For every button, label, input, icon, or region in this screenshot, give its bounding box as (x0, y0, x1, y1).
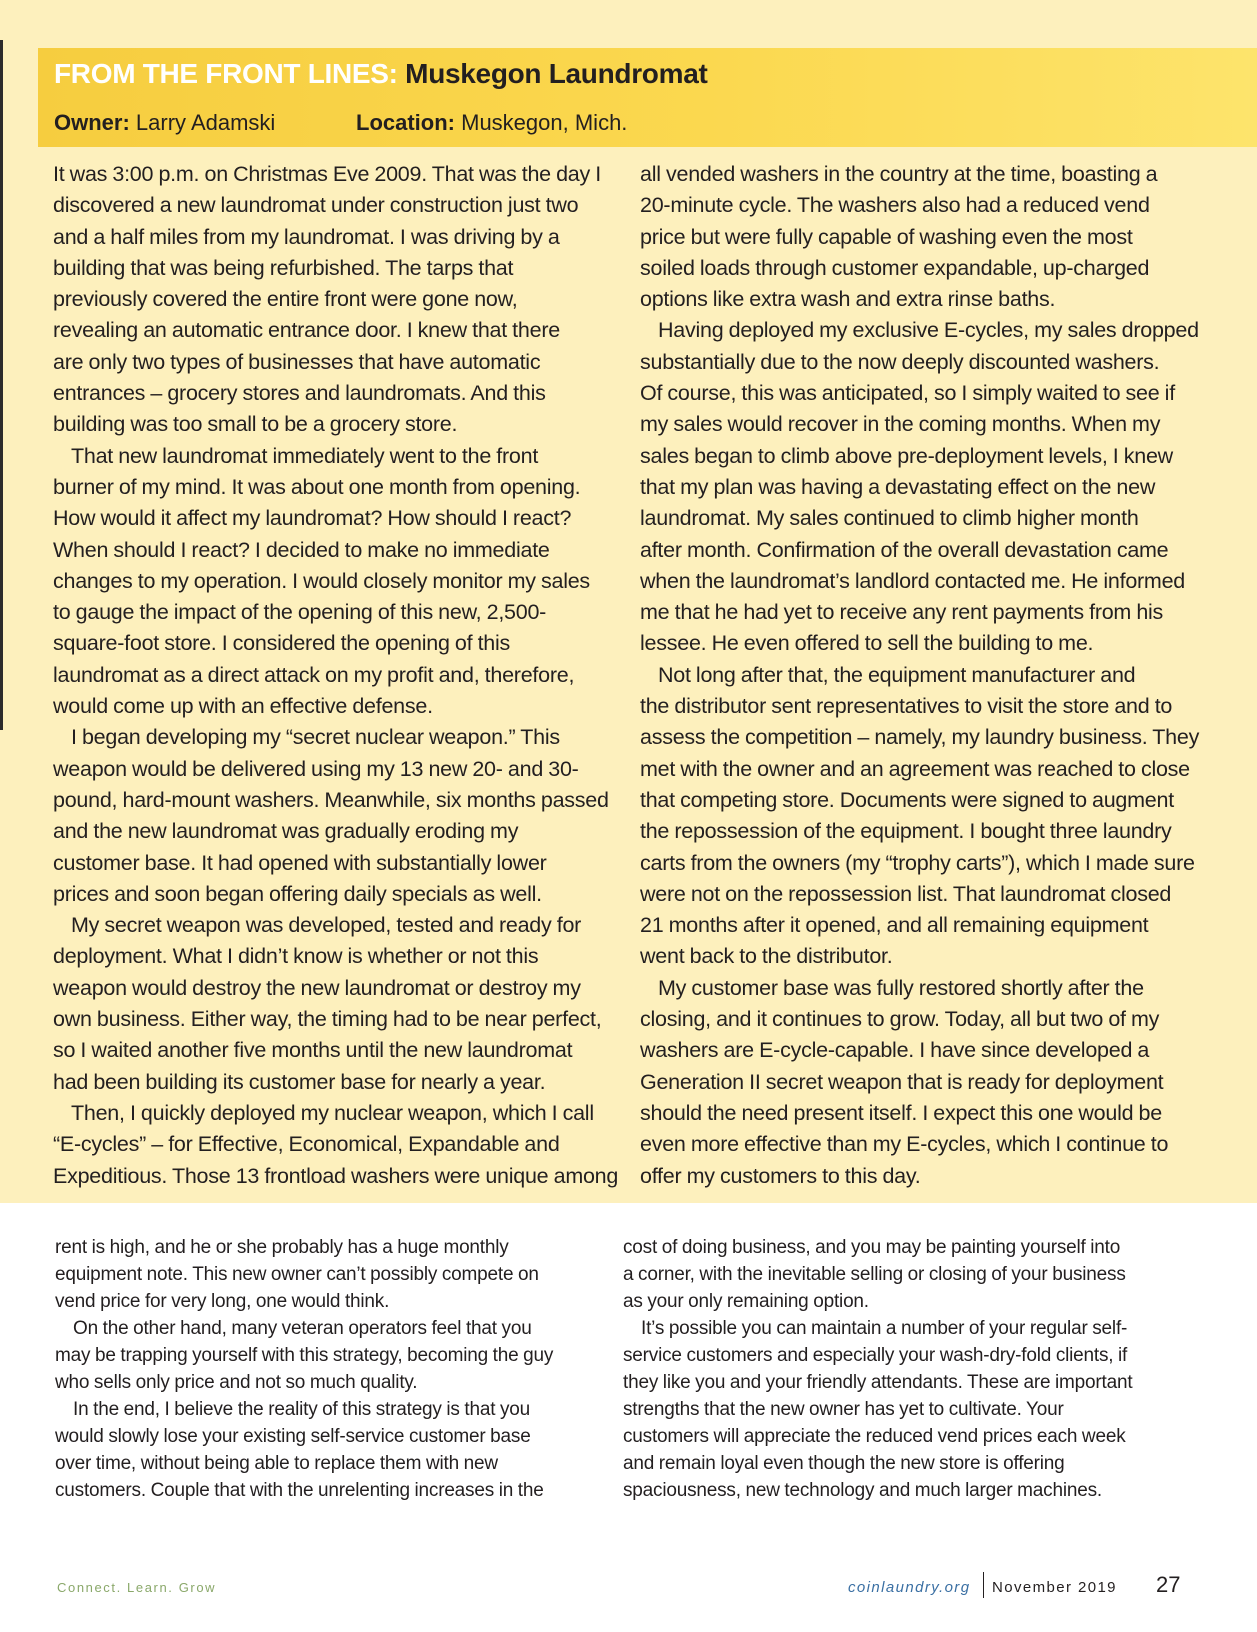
text-line: changes to my operation. I would closely monitor my sales (53, 568, 590, 593)
text-line: weapon would be delivered using my 13 new 20- and 30- (53, 756, 579, 781)
text-line: had been building its customer base for nearly a year. (53, 1069, 546, 1094)
text-line: over time, without being able to replace them with new (55, 1453, 498, 1474)
text-line: who sells only price and not so much quality. (55, 1372, 418, 1393)
text-line: My customer base was fully restored shortly after the (658, 975, 1144, 1000)
text-line: would slowly lose your existing self-service customer base (55, 1426, 531, 1447)
footer-divider (983, 1572, 984, 1598)
text-line: revealing an automatic entrance door. I knew that there (53, 318, 560, 343)
sidebar-header (38, 48, 1257, 147)
text-line: Of course, this was anticipated, so I simply waited to see if (640, 381, 1175, 406)
text-line: “E-cycles” – for Effective, Economical, Expandable and (53, 1132, 560, 1157)
text-line: cost of doing business, and you may be painting yourself into (623, 1237, 1121, 1258)
text-line: so I waited another five months until the new laundromat (53, 1038, 573, 1063)
text-line: That new laundromat immediately went to the front (71, 443, 539, 468)
text-line: after month. Confirmation of the overall devastation came (640, 537, 1169, 562)
body-right-column (623, 1234, 1163, 1504)
text-line: laundromat. My sales continued to climb higher month (640, 506, 1139, 531)
text-line: washers are E-cycle-capable. I have since developed a (640, 1038, 1150, 1063)
text-line: It was 3:00 p.m. on Christmas Eve 2009. That was the day I (53, 162, 601, 186)
location-value: Muskegon, Mich. (461, 110, 628, 135)
text-line: Not long after that, the equipment manufacturer and (658, 662, 1136, 687)
sidebar-left-column (53, 159, 619, 1192)
text-line: the repossession of the equipment. I bought three laundry (640, 819, 1172, 844)
text-line: customers. Couple that with the unrelenting increases in the (55, 1480, 544, 1501)
text-line: to gauge the impact of the opening of this new, 2,500- (53, 600, 547, 625)
text-line: price but were fully capable of washing even the most (640, 224, 1133, 249)
text-line: vend price for very long, one would think. (55, 1291, 390, 1312)
text-line: own business. Either way, the timing had to be near perfect, (53, 1007, 602, 1032)
text-line: would come up with an effective defense. (53, 694, 433, 719)
text-line: burner of my mind. It was about one month from opening. (53, 474, 581, 499)
footer-site-link[interactable]: coinlaundry.org (848, 1579, 971, 1596)
text-line: assess the competition – namely, my laundry business. They (640, 725, 1200, 750)
text-line: the distributor sent representatives to visit the store and to (640, 694, 1173, 719)
text-line: that my plan was having a devastating effect on the new (640, 474, 1156, 499)
text-line: sales began to climb above pre-deployment levels, I knew (640, 443, 1173, 468)
text-line: went back to the distributor. (640, 944, 893, 969)
sidebar-title-label: FROM THE FRONT LINES: (54, 58, 398, 89)
text-line: rent is high, and he or she probably has a huge monthly (55, 1237, 509, 1258)
text-line: a corner, with the inevitable selling or closing of your business (623, 1264, 1126, 1285)
text-line: Then, I quickly deployed my nuclear weapon, which I call (71, 1100, 594, 1125)
text-line: lessee. He even offered to sell the building to me. (640, 631, 1094, 656)
text-line: It’s possible you can maintain a number of your regular self- (641, 1318, 1128, 1339)
text-line: prices and soon began offering daily specials as well. (53, 881, 542, 906)
text-line: options like extra wash and extra rinse baths. (640, 287, 1056, 312)
text-line: they like you and your friendly attendants. These are important (623, 1372, 1133, 1393)
text-line: were not on the repossession list. That laundromat closed (640, 881, 1172, 906)
text-line: are only two types of businesses that have automatic (53, 349, 541, 374)
text-line: On the other hand, many veteran operators feel that you (73, 1318, 532, 1339)
text-line: carts from the owners (my “trophy carts”), which I made sure (640, 850, 1195, 875)
text-line: equipment note. This new owner can’t possibly compete on (55, 1264, 539, 1285)
text-line: and the new laundromat was gradually eroding my (53, 819, 519, 844)
text-line: square-foot store. I considered the opening of this (53, 631, 511, 656)
text-line: may be trapping yourself with this strategy, becoming the guy (55, 1345, 554, 1366)
text-line: that competing store. Documents were signed to augment (640, 787, 1174, 812)
footer-date: November 2019 (992, 1579, 1117, 1596)
text-line: customer base. It had opened with substantially lower (53, 850, 547, 875)
text-line: 20-minute cycle. The washers also had a reduced vend (640, 193, 1150, 218)
page-number: 27 (1156, 1572, 1181, 1597)
text-line: entrances – grocery stores and laundromats. And this (53, 381, 546, 406)
text-line: My secret weapon was developed, tested and ready for (71, 913, 582, 938)
text-line: all vended washers in the country at the time, boasting a (640, 162, 1158, 186)
text-line: I began developing my “secret nuclear weapon.” This (71, 725, 560, 750)
sidebar-title (54, 58, 708, 90)
text-line: When should I react? I decided to make no immediate (53, 537, 550, 562)
text-line: Generation II secret weapon that is ready for deployment (640, 1069, 1164, 1094)
location-line (356, 110, 627, 136)
owner-value: Larry Adamski (135, 110, 276, 135)
text-line: substantially due to the now deeply discounted washers. (640, 349, 1160, 374)
text-line: my sales would recover in the coming months. When my (640, 412, 1161, 437)
text-line: and remain loyal even though the new store is offering (623, 1453, 1065, 1474)
text-line: service customers and especially your wash-dry-fold clients, if (623, 1345, 1128, 1366)
left-edge-rule (0, 40, 3, 730)
text-line: Having deployed my exclusive E-cycles, my sales dropped (658, 318, 1199, 343)
sidebar-title-name: Muskegon Laundromat (405, 58, 708, 89)
text-line: spaciousness, new technology and much larger machines. (623, 1480, 1102, 1501)
text-line: Expeditious. Those 13 frontload washers were unique among (53, 1163, 619, 1188)
text-line: 21 months after it opened, and all remaining equipment (640, 913, 1149, 938)
text-line: met with the owner and an agreement was reached to close (640, 756, 1190, 781)
text-line: even more effective than my E-cycles, which I continue to (640, 1132, 1169, 1157)
owner-label: Owner: (54, 110, 130, 135)
owner-line (54, 110, 275, 136)
location-label: Location: (356, 110, 455, 135)
text-line: How would it affect my laundromat? How should I react? (53, 506, 572, 531)
text-line: building was too small to be a grocery store. (53, 412, 458, 437)
text-line: closing, and it continues to grow. Today, all but two of my (640, 1007, 1160, 1032)
text-line: deployment. What I didn’t know is whether or not this (53, 944, 539, 969)
text-line: laundromat as a direct attack on my profit and, therefore, (53, 662, 575, 687)
text-line: customers will appreciate the reduced vend prices each week (623, 1426, 1126, 1447)
text-line: and a half miles from my laundromat. I was driving by a (53, 224, 560, 249)
text-line: as your only remaining option. (623, 1291, 869, 1312)
text-line: discovered a new laundromat under construction just two (53, 193, 579, 218)
text-line: when the laundromat’s landlord contacted me. He informed (640, 568, 1186, 593)
text-line: strengths that the new owner has yet to cultivate. Your (623, 1399, 1064, 1420)
text-line: should the need present itself. I expect this one would be (640, 1100, 1162, 1125)
body-left-column (55, 1234, 595, 1504)
text-line: me that he had yet to receive any rent payments from his (640, 600, 1164, 625)
text-line: pound, hard-mount washers. Meanwhile, six months passed (53, 787, 609, 812)
text-line: offer my customers to this day. (640, 1163, 921, 1188)
text-line: In the end, I believe the reality of this strategy is that you (73, 1399, 531, 1420)
sidebar-right-column (640, 159, 1200, 1192)
text-line: previously covered the entire front were gone now, (53, 287, 518, 312)
text-line: soiled loads through customer expandable, up-charged (640, 255, 1150, 280)
text-line: weapon would destroy the new laundromat or destroy my (53, 975, 581, 1000)
text-line: building that was being refurbished. The tarps that (53, 255, 514, 280)
footer-tagline: Connect. Learn. Grow (57, 1580, 217, 1595)
